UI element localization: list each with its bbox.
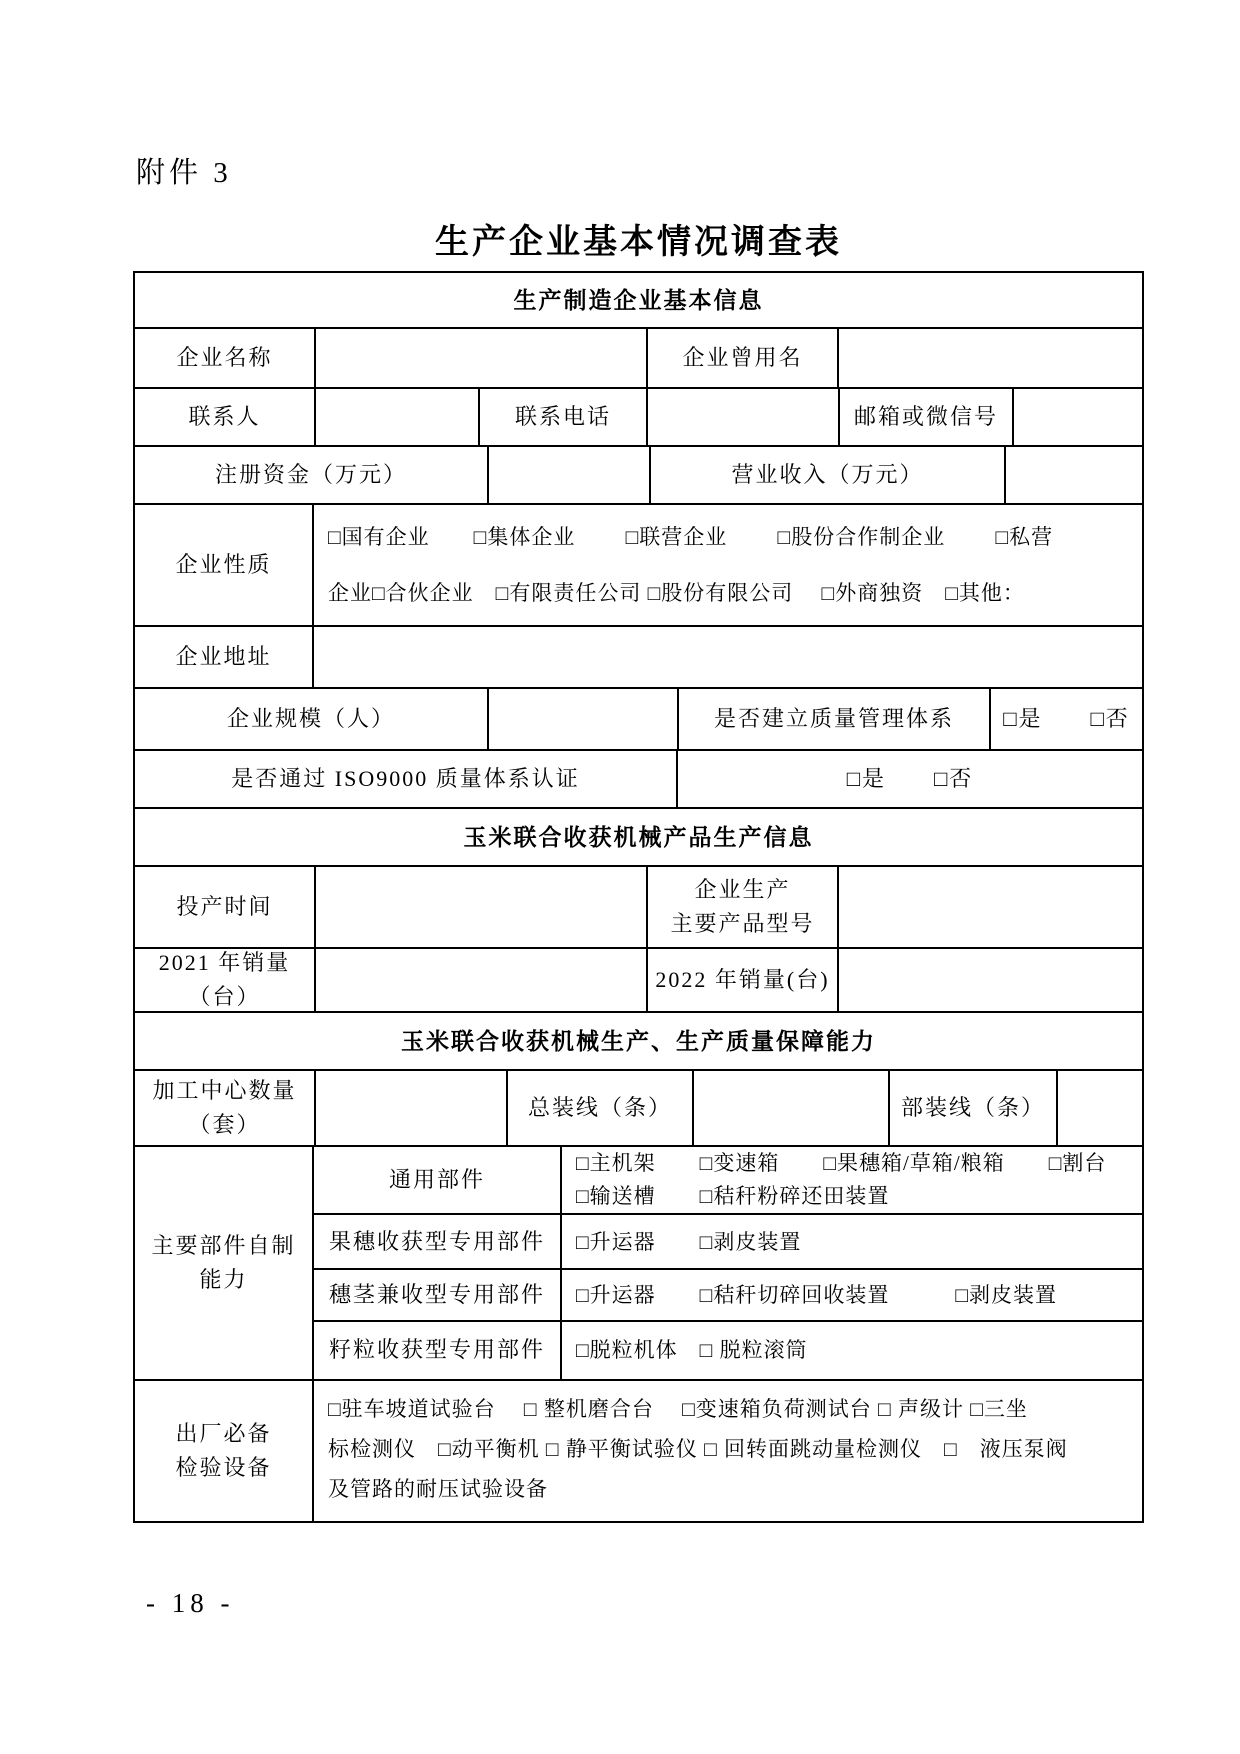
capital-row: [135, 447, 1142, 505]
stem-ear-type-options: □升运器 □秸秆切碎回收装置 □剥皮装置: [576, 1283, 1058, 1308]
self-made-capability-label-line1: 主要部件自制: [151, 1233, 296, 1258]
sales-2022-label: 2022 年销量(台): [648, 949, 839, 1011]
qms-label: 是否建立质量管理体系: [679, 689, 991, 749]
ear-type-options: □升运器 □剥皮装置: [576, 1229, 802, 1254]
grain-type-row: [314, 1322, 1142, 1379]
production-start-label: 投产时间: [135, 867, 316, 947]
enterprise-nature-options: [314, 505, 1142, 625]
machining-row: [135, 1071, 1142, 1147]
page-title: 生产企业基本情况调查表: [435, 223, 842, 261]
assembly-line-label: 总装线（条）: [508, 1071, 694, 1145]
enterprise-scale-field: [489, 689, 679, 749]
business-revenue-field: [1006, 447, 1142, 503]
subassembly-line-label: 部装线（条）: [890, 1071, 1058, 1145]
inspection-equipment-options-line1: □驻车坡道试验台 □ 整机磨合台 □变速箱负荷测试台 □ 声级计 □三坐: [328, 1397, 1028, 1421]
machining-centers-label-line2: （套）: [188, 1112, 261, 1137]
self-made-capability-label: [135, 1147, 314, 1379]
main-product-model-label-line2: 主要产品型号: [670, 911, 815, 936]
machining-centers-label-line1: 加工中心数量: [152, 1078, 297, 1103]
email-wechat-label: 邮箱或微信号: [840, 389, 1014, 445]
stem-ear-type-label: 穗茎兼收型专用部件: [314, 1270, 562, 1319]
registered-capital-field: [489, 447, 651, 503]
inspection-equipment-label-line1: 出厂必备: [175, 1421, 272, 1446]
enterprise-address-field: [314, 627, 1142, 687]
sales-2021-label-line2: （台）: [188, 984, 261, 1009]
general-components-label: 通用部件: [314, 1147, 562, 1213]
sales-row: [135, 949, 1142, 1013]
contact-person-field: [316, 389, 480, 445]
main-product-model-label-line1: 企业生产: [694, 877, 791, 902]
company-name-field: [316, 329, 648, 387]
section1-header-row: [135, 273, 1142, 329]
inspection-equipment-options: [314, 1381, 1142, 1521]
production-start-row: [135, 867, 1142, 949]
section3-header: 玉米联合收获机械生产、生产质量保障能力: [401, 1028, 876, 1054]
ear-type-label: 果穗收获型专用部件: [314, 1215, 562, 1268]
company-name-label: 企业名称: [135, 329, 316, 387]
sales-2021-label: [135, 949, 316, 1011]
sales-2021-label-line1: 2021 年销量: [158, 950, 291, 975]
main-product-model-field: [839, 867, 1142, 947]
contact-phone-field: [648, 389, 840, 445]
inspection-equipment-options-line3: 及管路的耐压试验设备: [328, 1477, 548, 1501]
main-product-model-label: [648, 867, 839, 947]
general-components-options-line2: □输送槽 □秸秆粉碎还田装置: [576, 1184, 890, 1208]
business-revenue-label: 营业收入（万元）: [651, 447, 1006, 503]
contact-person-label: 联系人: [135, 389, 316, 445]
email-wechat-field: [1014, 389, 1142, 445]
sales-2022-field: [839, 949, 1142, 1011]
section1-header: 生产制造企业基本信息: [513, 287, 764, 313]
inspection-equipment-label: [135, 1381, 314, 1521]
enterprise-nature-label: 企业性质: [135, 505, 314, 625]
general-components-options-line1: □主机架 □变速箱 □果穗箱/草箱/粮箱 □割台: [576, 1151, 1107, 1175]
registered-capital-label: 注册资金（万元）: [135, 447, 489, 503]
section2-header: 玉米联合收获机械产品生产信息: [463, 824, 814, 850]
iso9000-label: 是否通过 ISO9000 质量体系认证: [135, 751, 678, 807]
iso9000-row: [135, 751, 1142, 809]
enterprise-nature-options-line2: 企业□合伙企业 □有限责任公司 □股份有限公司 □外商独资 □其他：: [328, 581, 1025, 605]
qms-options: □是 □否: [1003, 706, 1130, 731]
iso9000-options: □是 □否: [846, 766, 974, 791]
sales-2021-field: [316, 949, 648, 1011]
components-group-row: [135, 1147, 1142, 1381]
enterprise-address-label: 企业地址: [135, 627, 314, 687]
page-number: - 18 -: [146, 1588, 235, 1618]
self-made-capability-label-line2: 能力: [199, 1267, 248, 1292]
grain-type-label: 籽粒收获型专用部件: [314, 1322, 562, 1379]
former-name-label: 企业曾用名: [648, 329, 839, 387]
production-start-field: [316, 867, 648, 947]
machining-centers-field: [316, 1071, 508, 1145]
subassembly-line-field: [1058, 1071, 1142, 1145]
address-row: [135, 627, 1142, 689]
section3-header-row: [135, 1013, 1142, 1071]
enterprise-scale-label: 企业规模（人）: [135, 689, 489, 749]
inspection-equipment-options-line2: 标检测仪 □动平衡机 □ 静平衡试验仪 □ 回转面跳动量检测仪 □ 液压泵阀: [328, 1437, 1068, 1461]
enterprise-nature-options-line1: □国有企业 □集体企业 □联营企业 □股份合作制企业 □私营: [328, 525, 1054, 549]
machining-centers-label: [135, 1071, 316, 1145]
survey-table: [133, 271, 1144, 1523]
scale-row: [135, 689, 1142, 751]
stem-ear-type-row: [314, 1270, 1142, 1321]
former-name-field: [839, 329, 1142, 387]
assembly-line-field: [694, 1071, 890, 1145]
contact-row: [135, 389, 1142, 447]
ear-type-row: [314, 1215, 1142, 1270]
section2-header-row: [135, 809, 1142, 867]
inspection-row: [135, 1381, 1142, 1521]
inspection-equipment-label-line2: 检验设备: [175, 1455, 272, 1480]
contact-phone-label: 联系电话: [480, 389, 648, 445]
general-components-options: [562, 1147, 1142, 1213]
components-group-body: [314, 1147, 1142, 1379]
general-components-row: [314, 1147, 1142, 1215]
grain-type-options: □脱粒机体 □ 脱粒滚筒: [576, 1338, 808, 1363]
company-name-row: [135, 329, 1142, 389]
attachment-label: 附件 3: [136, 157, 232, 189]
enterprise-nature-row: [135, 505, 1142, 627]
